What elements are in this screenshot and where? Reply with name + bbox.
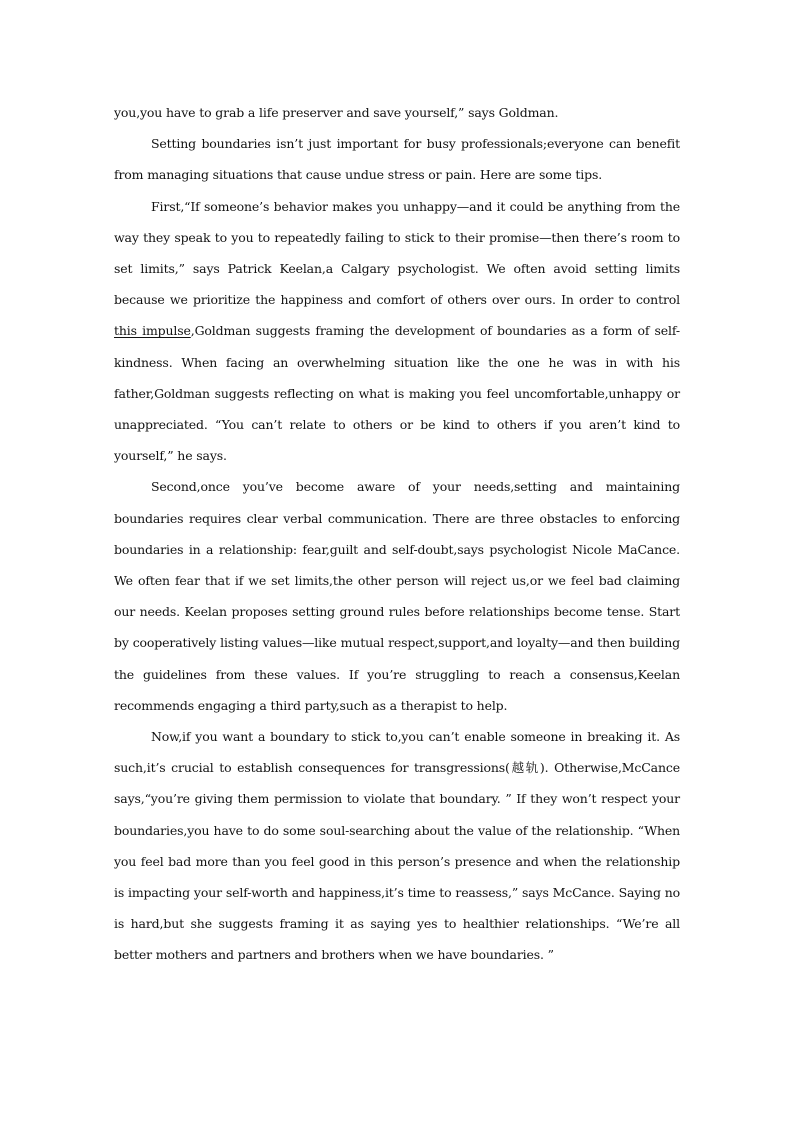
paragraph-continuation: you,you have to grab a life preserver and save yourself,” says Goldman. [114,105,559,120]
paragraph-second-tip: Second,once you’ve become aware of your needs,setting and maintaining boundaries requires clear verbal communication. There are three obstacles to enforcing boundaries in a relationship: fear,guilt and self-doubt,says psychologist Nicole MaCance. We often fear that if we set limits,the other person will reject us,or we feel bad claiming our needs. Keelan proposes setting ground rules before relationships become tense. Start by cooperatively listing values—like mutual respect,support,and loyalty—and then building the guidelines from these values. If you’re struggling to reach a consensus,Keelan recommends engaging a third party,such as a therapist to help. [114,479,680,713]
paragraph-first-tip [114,191,680,472]
first-tip-text-start: First,“If someone’s behavior makes you unhappy—and it could be anything from the way they speak to you to repeatedly failing to stick to their promise—then there’s room to set limits,” says Patrick Keelan,a Calgary psychologist. We often avoid setting limits because we prioritize the happiness and comfort of others over ours. In order to control [114,198,680,308]
first-tip-text-end: ,Goldman suggests framing the development of boundaries as a form of self-kindness. When facing an overwhelming situation like the one he was in with his father,Goldman suggests reflecting on what is making you feel uncomfortable,unhappy or unappreciated. “You can’t relate to others or be kind to others if you aren’t kind to yourself,” he says. [114,323,680,464]
paragraph-boundaries-intro: Setting boundaries isn’t just important for busy professionals;everyone can benefit from managing situations that cause undue stress or pain. Here are some tips. [114,136,680,183]
underlined-phrase: this impulse [114,323,191,339]
paragraph-third-tip: Now,if you want a boundary to stick to,you can’t enable someone in breaking it. As such,it’s crucial to establish consequences for transgressions(越轨). Otherwise,McCance says,“you’re giving them permission to violate that boundary. ” If they won’t respect your boundaries,you have to do some soul-searching about the value of the relationship. “When you feel bad more than you feel good in this person’s presence and when the relationship is impacting your self-worth and happiness,it’s time to reassess,” says McCance. Saying no is hard,but she suggests framing it as saying yes to healthier relationships. “We’re all better mothers and partners and brothers when we have boundaries. ” [114,729,680,963]
